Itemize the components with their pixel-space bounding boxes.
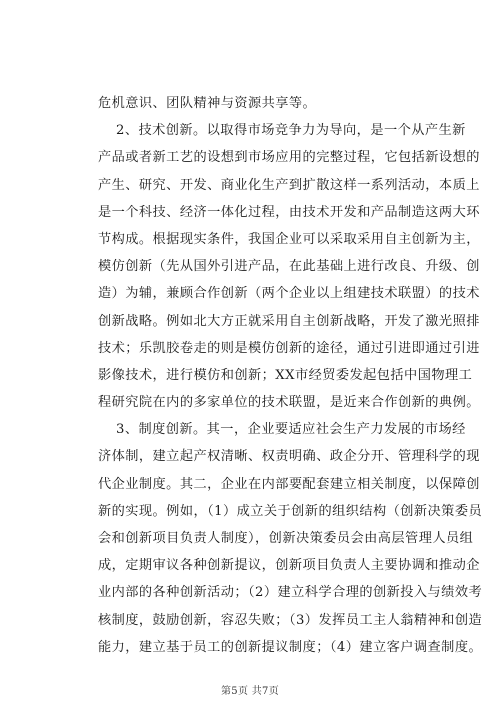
text-line: 创新战略。例如北大方正就采用自主创新战略，开发了激光照排 xyxy=(98,313,480,329)
text-line: 业内部的各种创新活动；（2）建立科学合理的创新投入与绩效考 xyxy=(98,585,483,601)
text-line: 产品或者新工艺的设想到市场应用的完整过程，它包括新设想的 xyxy=(98,150,480,166)
paragraph-start-line: 3、制度创新。其一，企业要适应社会生产力发展的市场经 xyxy=(116,422,466,438)
text-line: 新的实现。例如，（1）成立关于创新的组织结构（创新决策委员 xyxy=(98,503,483,519)
text-line: 影像技术，进行模仿和创新；XX市经贸委发起包括中国物理工 xyxy=(98,367,473,383)
text-line: 核制度，鼓励创新，容忍失败；（3）发挥员工主人翁精神和创造 xyxy=(98,612,483,628)
text-line: 模仿创新（先从国外引进产品，在此基础上进行改良、升级、创 xyxy=(98,259,480,275)
text-line: 技术；乐凯胶卷走的则是模仿创新的途径，通过引进即通过引进 xyxy=(98,340,480,356)
text-line: 济体制，建立起产权清晰、权责明确、政企分开、管理科学的现 xyxy=(98,449,480,465)
text-line: 产生、研究、开发、商业化生产到扩散这样一系列活动，本质上 xyxy=(98,177,480,193)
text-line: 程研究院在内的多家单位的技术联盟，是近来合作创新的典例。 xyxy=(98,395,480,411)
text-line: 是一个科技、经济一体化过程，由技术开发和产品制造这两大环 xyxy=(98,204,480,220)
text-line: 能力，建立基于员工的创新提议制度；（4）建立客户调查制度。 xyxy=(98,639,483,655)
page-number-footer: 第5页 共7页 xyxy=(220,686,279,697)
text-line: 节构成。根据现实条件，我国企业可以采取采用自主创新为主， xyxy=(98,231,480,247)
text-line: 造）为辅，兼顾合作创新（两个企业以上组建技术联盟）的技术 xyxy=(98,286,480,302)
text-line: 代企业制度。其二，企业在内部要配套建立相关制度，以保障创 xyxy=(98,476,480,492)
body-text xyxy=(98,90,483,661)
text-line: 成，定期审议各种创新提议，创新项目负责人主要协调和推动企 xyxy=(98,558,480,574)
text-line: 会和创新项目负责人制度），创新决策委员会由高层管理人员组 xyxy=(98,531,474,546)
paragraph-start-line: 2、技术创新。以取得市场竞争力为导向，是一个从产生新 xyxy=(116,123,466,139)
text-line: 危机意识、团队精神与资源共享等。 xyxy=(98,96,317,111)
